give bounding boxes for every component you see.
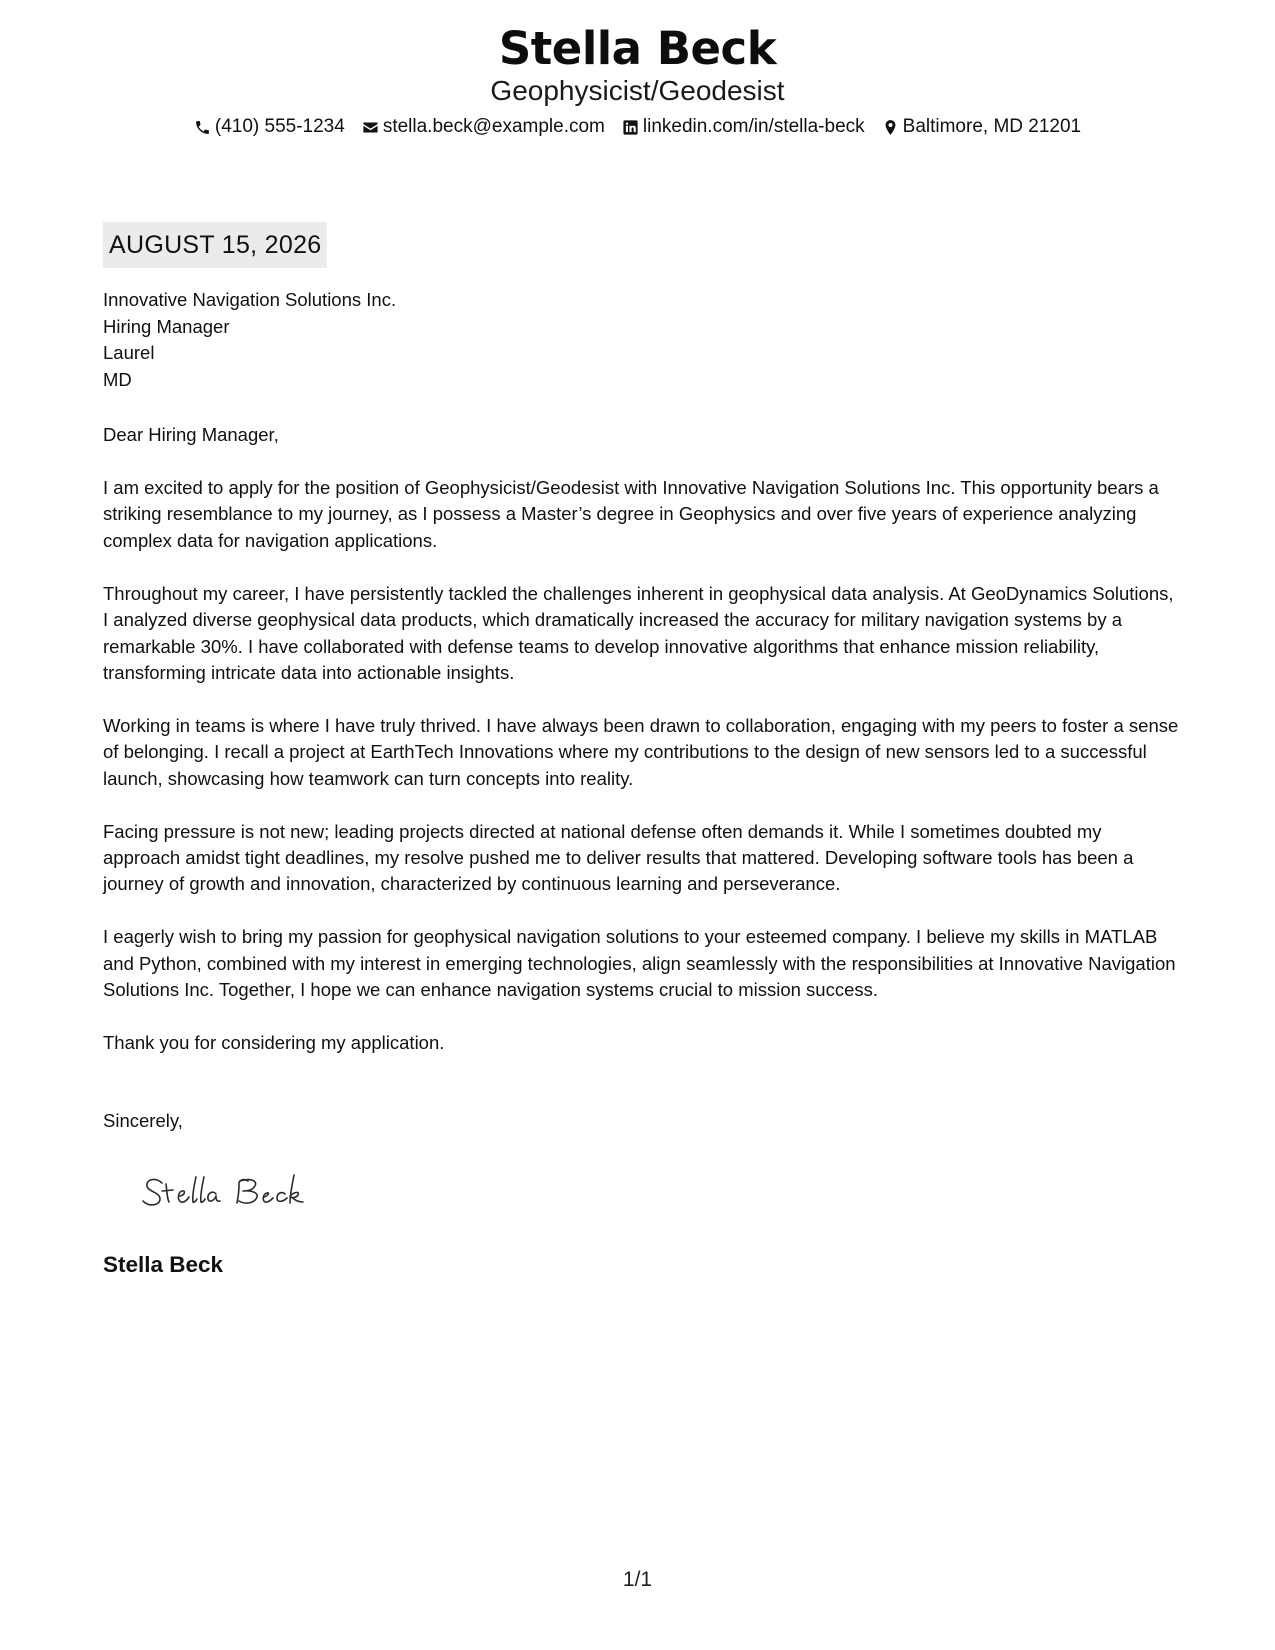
signature-image xyxy=(140,1165,330,1215)
recipient-city: Laurel xyxy=(103,342,155,363)
letter-header xyxy=(0,22,1275,140)
contact-bar xyxy=(0,114,1275,140)
signer-name: Stella Beck xyxy=(103,1252,224,1277)
applicant-name: Stella Beck xyxy=(498,22,777,75)
phone-text: (410) 555-1234 xyxy=(214,116,345,137)
paragraph: Facing pressure is not new; leading projects directed at national defense often demands it. While I sometimes doubted my approach amidst tight deadlines, my resolve pushed me to deliver results that mattered. Developing software tools has been a journey of growth and innovation, characterized by continuous learning and perseverance. xyxy=(103,820,1134,895)
email-text: stella.beck@example.com xyxy=(382,116,605,137)
paragraph: Working in teams is where I have truly thrived. I have always been drawn to collaboration, engaging with my peers to foster a sense of belonging. I recall a project at EarthTech Innovations where my contributions to the design of new sensors led to a successful launch, showcasing how teamwork can turn concepts into reality. xyxy=(103,714,1179,789)
linkedin-icon xyxy=(622,119,639,136)
paragraph: I am excited to apply for the position of Geophysicist/Geodesist with Innovative Navigation Solutions Inc. This opportunity bears a striking resemblance to my journey, as I possess a Master’s degree in Geophysics and over five years of experience analyzing complex data for navigation applications. xyxy=(103,477,1159,551)
recipient-company: Innovative Navigation Solutions Inc. xyxy=(103,289,397,310)
letter-date: AUGUST 15, 2026 xyxy=(103,222,327,268)
contact-email[interactable] xyxy=(362,114,605,140)
map-marker-icon xyxy=(882,119,899,136)
applicant-title: Geophysicist/Geodesist xyxy=(490,75,785,106)
location-text: Baltimore, MD 21201 xyxy=(902,116,1082,137)
contact-location xyxy=(882,114,1081,140)
recipient-contact: Hiring Manager xyxy=(103,315,230,337)
recipient-state: MD xyxy=(103,368,132,390)
phone-icon xyxy=(194,119,211,136)
page-number: 1/1 xyxy=(622,1568,653,1591)
salutation: Dear Hiring Manager, xyxy=(103,424,279,445)
envelope-icon xyxy=(362,119,379,136)
recipient-block xyxy=(103,287,396,393)
paragraph: Thank you for considering my application. xyxy=(103,1032,445,1053)
paragraph: I eagerly wish to bring my passion for geophysical navigation solutions to your esteemed company. I believe my skills in MATLAB and Python, combined with my interest in emerging technologies, align seamlessly with the responsibilities at Innovative Navigation Solutions Inc. Together, I hope we can enhance navigation systems crucial to mission success. xyxy=(103,926,1176,1001)
letter-body xyxy=(103,475,1183,1083)
linkedin-text: linkedin.com/in/stella-beck xyxy=(642,116,865,137)
paragraph: Throughout my career, I have persistently tackled the challenges inherent in geophysical data analysis. At GeoDynamics Solutions, I analyzed diverse geophysical data products, which dramatically increased the accuracy for military navigation systems by a remarkable 30%. I have collaborated with defense teams to develop innovative algorithms that enhance mission reliability, transforming intricate data into actionable insights. xyxy=(103,582,1174,683)
closing: Sincerely, xyxy=(103,1110,183,1131)
contact-phone[interactable] xyxy=(194,114,345,140)
contact-linkedin[interactable] xyxy=(622,114,865,140)
